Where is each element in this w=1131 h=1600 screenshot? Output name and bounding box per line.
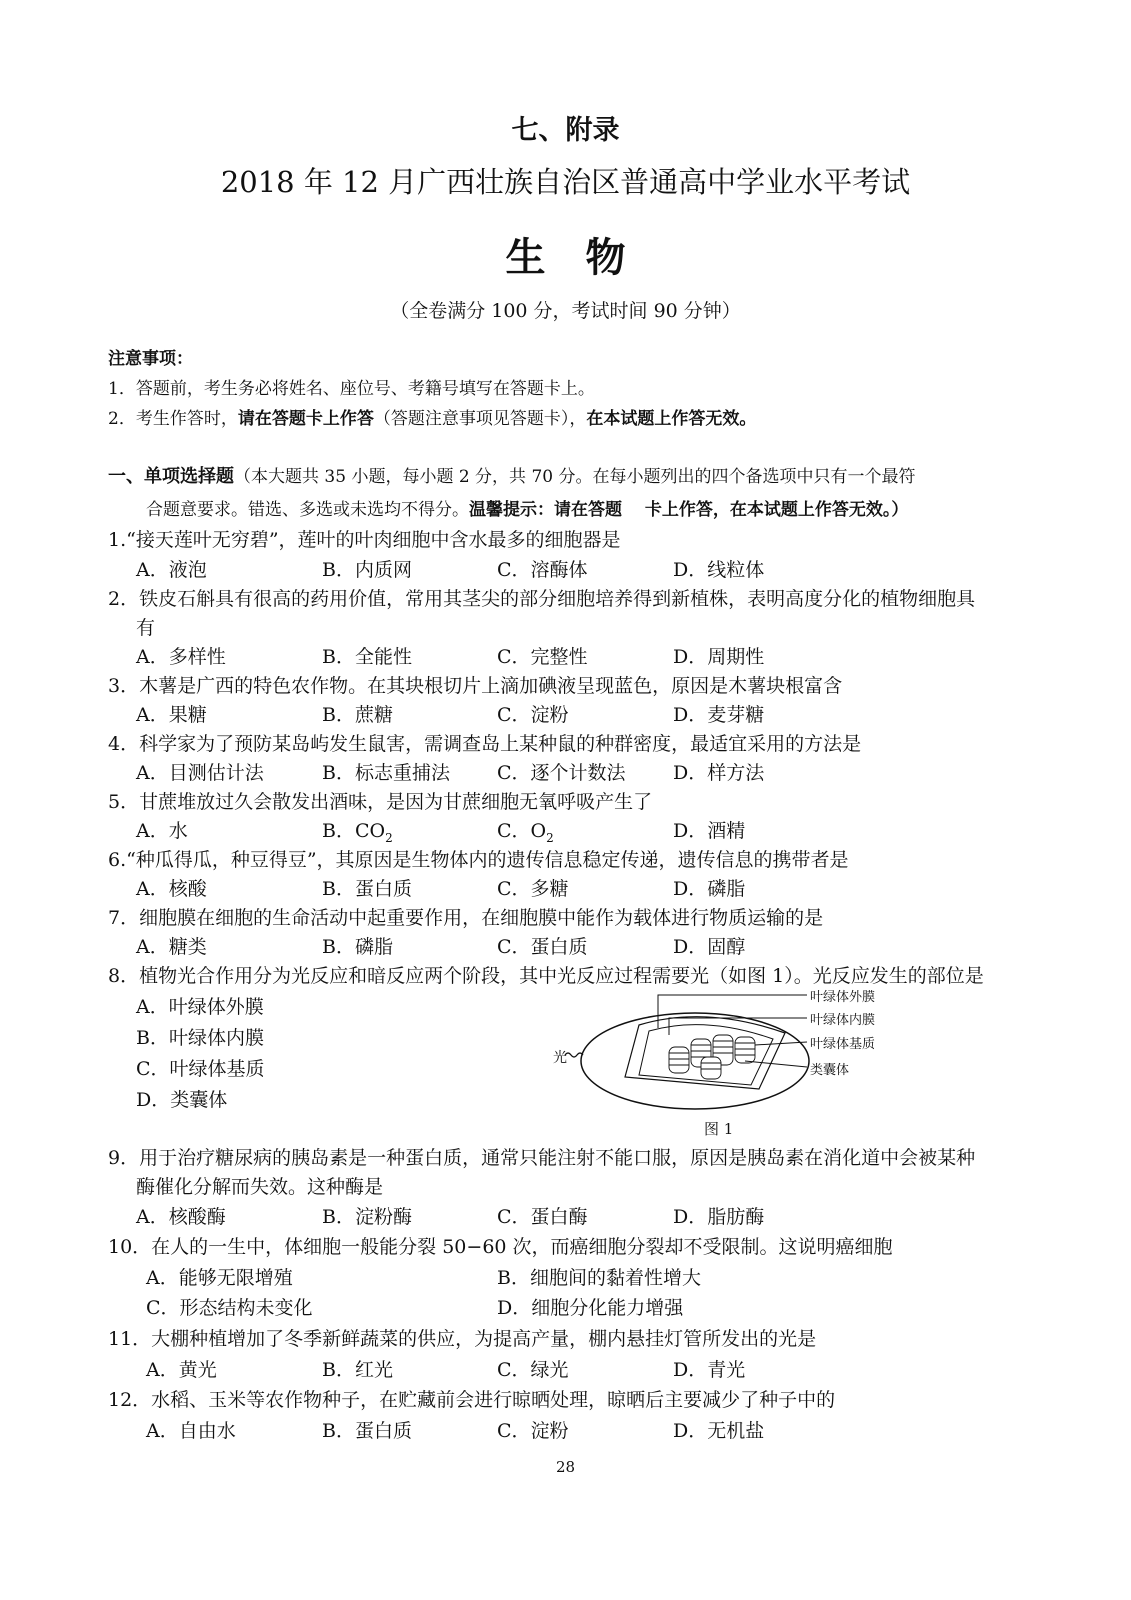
question-4-stem: 4．科学家为了预防某岛屿发生鼠害，需调查岛上某种鼠的种群密度，最适宜采用的方法是 <box>108 733 862 755</box>
q6-option-d: D．磷脂 <box>673 878 746 900</box>
q10-option-b: B．细胞间的黏着性增大 <box>497 1267 701 1289</box>
q7-option-c: C．蛋白质 <box>497 936 588 958</box>
question-7-stem: 7．细胞膜在细胞的生命活动中起重要作用，在细胞膜中能作为载体进行物质运输的是 <box>108 907 824 929</box>
q5-option-b-text: B．CO <box>322 820 386 842</box>
q5-option-b-subscript: 2 <box>385 830 393 845</box>
q5-option-a: A．水 <box>136 820 188 842</box>
q8-option-b: B．叶绿体内膜 <box>136 1027 264 1049</box>
q12-option-c: C．淀粉 <box>497 1420 569 1442</box>
question-1-stem: 1.“接天莲叶无穷碧”，莲叶的叶肉细胞中含水最多的细胞器是 <box>108 529 621 551</box>
question-9-stem: 9．用于治疗糖尿病的胰岛素是一种蛋白质，通常只能注射不能口服，原因是胰岛素在消化道中会被某种 <box>108 1147 976 1169</box>
question-2-stem: 2．铁皮石斛具有很高的药用价值，常用其茎尖的部分细胞培养得到新植株，表明高度分化的植物细胞具 <box>108 588 976 610</box>
question-3-stem: 3．木薯是广西的特色农作物。在其块根切片上滴加碘液呈现蓝色，原因是木薯块根富含 <box>108 675 843 697</box>
q4-option-d: D．样方法 <box>673 762 765 784</box>
question-8-stem: 8．植物光合作用分为光反应和暗反应两个阶段，其中光反应过程需要光（如图 1）。光反应发生的部位是 <box>108 965 984 987</box>
q5-option-d: D．酒精 <box>673 820 746 842</box>
figure-label-inner: 叶绿体内膜 <box>810 1013 876 1028</box>
q10-option-a: A．能够无限增殖 <box>146 1267 293 1289</box>
q5-option-c-text: C．O <box>497 820 547 842</box>
q6-option-a: A．核酸 <box>136 878 207 900</box>
q7-option-d: D．固醇 <box>673 936 746 958</box>
light-wave-icon <box>565 1053 583 1057</box>
q11-option-d: D．青光 <box>673 1359 746 1381</box>
page-number: 28 <box>555 1458 576 1476</box>
q5-option-c-subscript: 2 <box>546 830 554 845</box>
q10-option-d: D．细胞分化能力增强 <box>497 1297 684 1319</box>
q3-option-a: A．果糖 <box>136 704 207 726</box>
q5-option-b <box>322 816 393 845</box>
q3-option-c: C．淀粉 <box>497 704 569 726</box>
q2-option-a: A．多样性 <box>136 646 226 668</box>
question-9-stem-cont: 酶催化分解而失效。这种酶是 <box>136 1176 384 1198</box>
q9-option-a: A．核酸酶 <box>136 1206 226 1228</box>
q6-option-b: B．蛋白质 <box>322 878 412 900</box>
q4-option-a: A．目测估计法 <box>136 762 264 784</box>
notice-item-2-prefix: 2．考生作答时， <box>108 409 238 429</box>
q3-option-b: B．蔗糖 <box>322 704 393 726</box>
q1-option-c: C．溶酶体 <box>497 559 588 581</box>
question-10-stem: 10．在人的一生中，体细胞一般能分裂 50−60 次，而癌细胞分裂却不受限制。这说明癌细胞 <box>108 1236 893 1258</box>
notice-item-2-mid: （答题注意事项见答题卡）， <box>373 409 587 429</box>
subject-title: 生物 <box>505 234 666 281</box>
figure-label-stroma: 叶绿体基质 <box>810 1037 876 1052</box>
figure-label-light: 光 <box>553 1050 567 1066</box>
question-6-stem: 6.“种瓜得瓜，种豆得豆”，其原因是生物体内的遗传信息稳定传递，遗传信息的携带者是 <box>108 849 849 871</box>
notice-item-2 <box>108 404 756 429</box>
q2-option-d: D．周期性 <box>673 646 765 668</box>
q8-option-a: A．叶绿体外膜 <box>136 996 264 1018</box>
q11-option-c: C．绿光 <box>497 1359 569 1381</box>
question-2-stem-cont: 有 <box>136 617 156 639</box>
q2-option-c: C．完整性 <box>497 646 588 668</box>
section1-line2 <box>146 495 908 520</box>
notice-item-2-bold1: 请在答题卡上作答 <box>237 409 374 429</box>
notice-item-2-bold2: 在本试题上作答无效。 <box>586 409 757 429</box>
q6-option-c: C．多糖 <box>497 878 569 900</box>
question-11-stem: 11．大棚种植增加了冬季新鲜蔬菜的供应，为提高产量，棚内悬挂灯管所发出的光是 <box>108 1328 817 1350</box>
figure-label-thylakoid: 类囊体 <box>810 1063 850 1078</box>
figure-caption: 图 1 <box>704 1120 734 1138</box>
q4-option-b: B．标志重捕法 <box>322 762 450 784</box>
q10-option-c: C．形态结构未变化 <box>146 1297 313 1319</box>
q9-option-c: C．蛋白酶 <box>497 1206 588 1228</box>
section1-desc1: （本大题共 35 小题，每小题 2 分，共 70 分。在每小题列出的四个备选项中只有一个最符 <box>234 467 916 487</box>
figure-label-outer: 叶绿体外膜 <box>810 990 876 1005</box>
question-5-stem: 5．甘蔗堆放过久会散发出酒味，是因为甘蔗细胞无氧呼吸产生了 <box>108 791 653 813</box>
q11-option-a: A．黄光 <box>146 1359 217 1381</box>
q1-option-b: B．内质网 <box>322 559 412 581</box>
q4-option-c: C．逐个计数法 <box>497 762 626 784</box>
q11-option-b: B．红光 <box>322 1359 393 1381</box>
appendix-heading: 七、附录 <box>511 115 620 146</box>
q9-option-b: B．淀粉酶 <box>322 1206 412 1228</box>
q8-option-d: D．类囊体 <box>136 1089 228 1111</box>
exam-info: （全卷满分 100 分，考试时间 90 分钟） <box>390 300 741 322</box>
section1-desc2: 合题意要求。错选、多选或未选均不得分。 <box>146 500 469 520</box>
q1-option-d: D．线粒体 <box>673 559 765 581</box>
notice-title: 注意事项： <box>108 349 193 369</box>
q5-option-c <box>497 816 554 845</box>
section1-title: 一、单项选择题 <box>108 466 234 487</box>
q1-option-a: A．液泡 <box>136 559 207 581</box>
section1-tip: 温馨提示：请在答题 卡上作答，在本试题上作答无效。） <box>469 500 909 520</box>
q12-option-d: D．无机盐 <box>673 1420 765 1442</box>
q12-option-b: B．蛋白质 <box>322 1420 412 1442</box>
q12-option-a: A．自由水 <box>146 1420 236 1442</box>
q2-option-b: B．全能性 <box>322 646 412 668</box>
q3-option-d: D．麦芽糖 <box>673 704 765 726</box>
exam-title: 2018 年 12 月广西壮族自治区普通高中学业水平考试 <box>220 165 911 199</box>
q7-option-a: A．糖类 <box>136 936 207 958</box>
section1-line1 <box>108 462 916 488</box>
q8-option-c: C．叶绿体基质 <box>136 1058 265 1080</box>
q7-option-b: B．磷脂 <box>322 936 393 958</box>
notice-item-1: 1．答题前，考生务必将姓名、座位号、考籍号填写在答题卡上。 <box>108 379 595 399</box>
q9-option-d: D．脂肪酶 <box>673 1206 765 1228</box>
question-12-stem: 12．水稻、玉米等农作物种子，在贮藏前会进行晾晒处理，晾晒后主要减少了种子中的 <box>108 1389 836 1411</box>
